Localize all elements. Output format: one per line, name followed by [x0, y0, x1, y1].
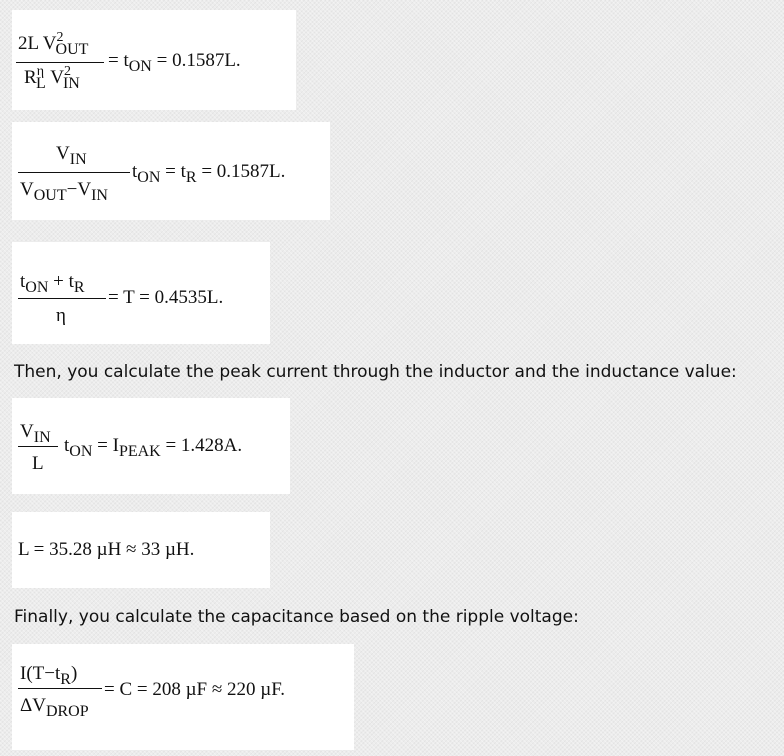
eq4-rhs-t: t: [64, 435, 70, 456]
eq1-denominator: [24, 64, 80, 92]
equation-period-box: [12, 242, 270, 344]
eq3-denominator: η: [56, 305, 66, 326]
eq3-num-plus: + t: [48, 271, 74, 292]
eq2-den-sub: OUT: [33, 187, 67, 204]
eq4-rhs: [64, 435, 243, 460]
equation-inductance-box: [12, 512, 270, 588]
eq2-den-text: V: [20, 179, 34, 200]
eq6-denominator: [20, 695, 89, 720]
eq1-num-sup: 2: [56, 30, 64, 45]
eq4-rhs-sub: ON: [69, 443, 93, 460]
eq1-num-text: 2L V: [18, 33, 57, 54]
eq4-denominator: L: [32, 453, 44, 474]
eq4-num-text: V: [20, 421, 34, 442]
eq2-fraction-bar: [18, 172, 130, 173]
eq2-rhs-t: t: [132, 161, 138, 182]
eq2-rhs-sub: ON: [137, 169, 161, 186]
eq1-den-sub: L: [36, 75, 46, 92]
eq2-rhs: [132, 161, 286, 186]
eq3-num-sub2: R: [73, 279, 85, 296]
eq1-den-sub2: IN: [62, 75, 80, 92]
equation-tr-box: [12, 122, 330, 220]
eq6-den-sub: DROP: [45, 703, 89, 720]
eq5-line: L = 35.28 µH ≈ 33 µH.: [18, 539, 195, 560]
eq4-rhs-sub2: PEAK: [118, 443, 161, 460]
eq3-numerator: [20, 271, 85, 296]
eq3-num-t: t: [20, 271, 26, 292]
eq2-rhs-mid: = t: [160, 161, 186, 182]
eq1-den-sup2: 2: [63, 64, 71, 79]
eq6-rhs: = C = 208 µF ≈ 220 µF.: [104, 679, 286, 700]
eq1-fraction-bar: [16, 62, 104, 63]
eq2-denominator: [20, 179, 108, 204]
eq1-rhs-eq: = t: [108, 50, 129, 71]
eq1-num-sub: OUT: [55, 41, 89, 58]
eq4-fraction-bar: [18, 446, 58, 447]
paragraph-peak-current: Then, you calculate the peak current through the inductor and the inductance value:: [14, 362, 737, 382]
eq1-den-sup: η: [36, 64, 45, 79]
eq6-fraction-bar: [18, 688, 102, 689]
eq2-numerator: [56, 143, 87, 168]
eq2-num-sub: IN: [69, 151, 87, 168]
eq6-num-close: ): [70, 663, 78, 684]
eq1-rhs-tail: = 0.1587L.: [151, 50, 241, 71]
eq2-rhs-tail: = 0.1587L.: [196, 161, 286, 182]
eq3-num-sub: ON: [25, 279, 49, 296]
eq1-numerator: [18, 30, 89, 58]
eq6-den-text: ΔV: [20, 695, 46, 716]
eq2-rhs-sub2: R: [185, 169, 197, 186]
equation-ipeak-box: [12, 398, 290, 494]
eq1-den-text: R: [24, 67, 37, 88]
eq4-rhs-tail: = 1.428A.: [160, 435, 243, 456]
equation-capacitance-box: [12, 644, 354, 750]
eq1-rhs-sub: ON: [128, 58, 152, 75]
eq3-fraction-bar: [18, 298, 106, 299]
eq3-rhs: = T = 0.4535L.: [108, 287, 224, 308]
equation-ton-box: [12, 10, 296, 110]
eq2-den-sub2: IN: [91, 187, 108, 204]
eq1-rhs: [108, 50, 241, 75]
eq4-numerator: [20, 421, 51, 446]
eq6-num-sub: R: [60, 671, 71, 688]
eq2-den-text2: −V: [66, 179, 92, 200]
eq1-den-text2: V: [45, 67, 64, 88]
eq4-rhs-mid: = I: [92, 435, 119, 456]
eq6-numerator: [20, 663, 78, 688]
eq6-num-text: I(T−t: [20, 663, 61, 684]
eq2-num-text: V: [56, 143, 70, 164]
eq4-num-sub: IN: [33, 429, 51, 446]
paragraph-capacitance: Finally, you calculate the capacitance based on the ripple voltage:: [14, 607, 579, 627]
